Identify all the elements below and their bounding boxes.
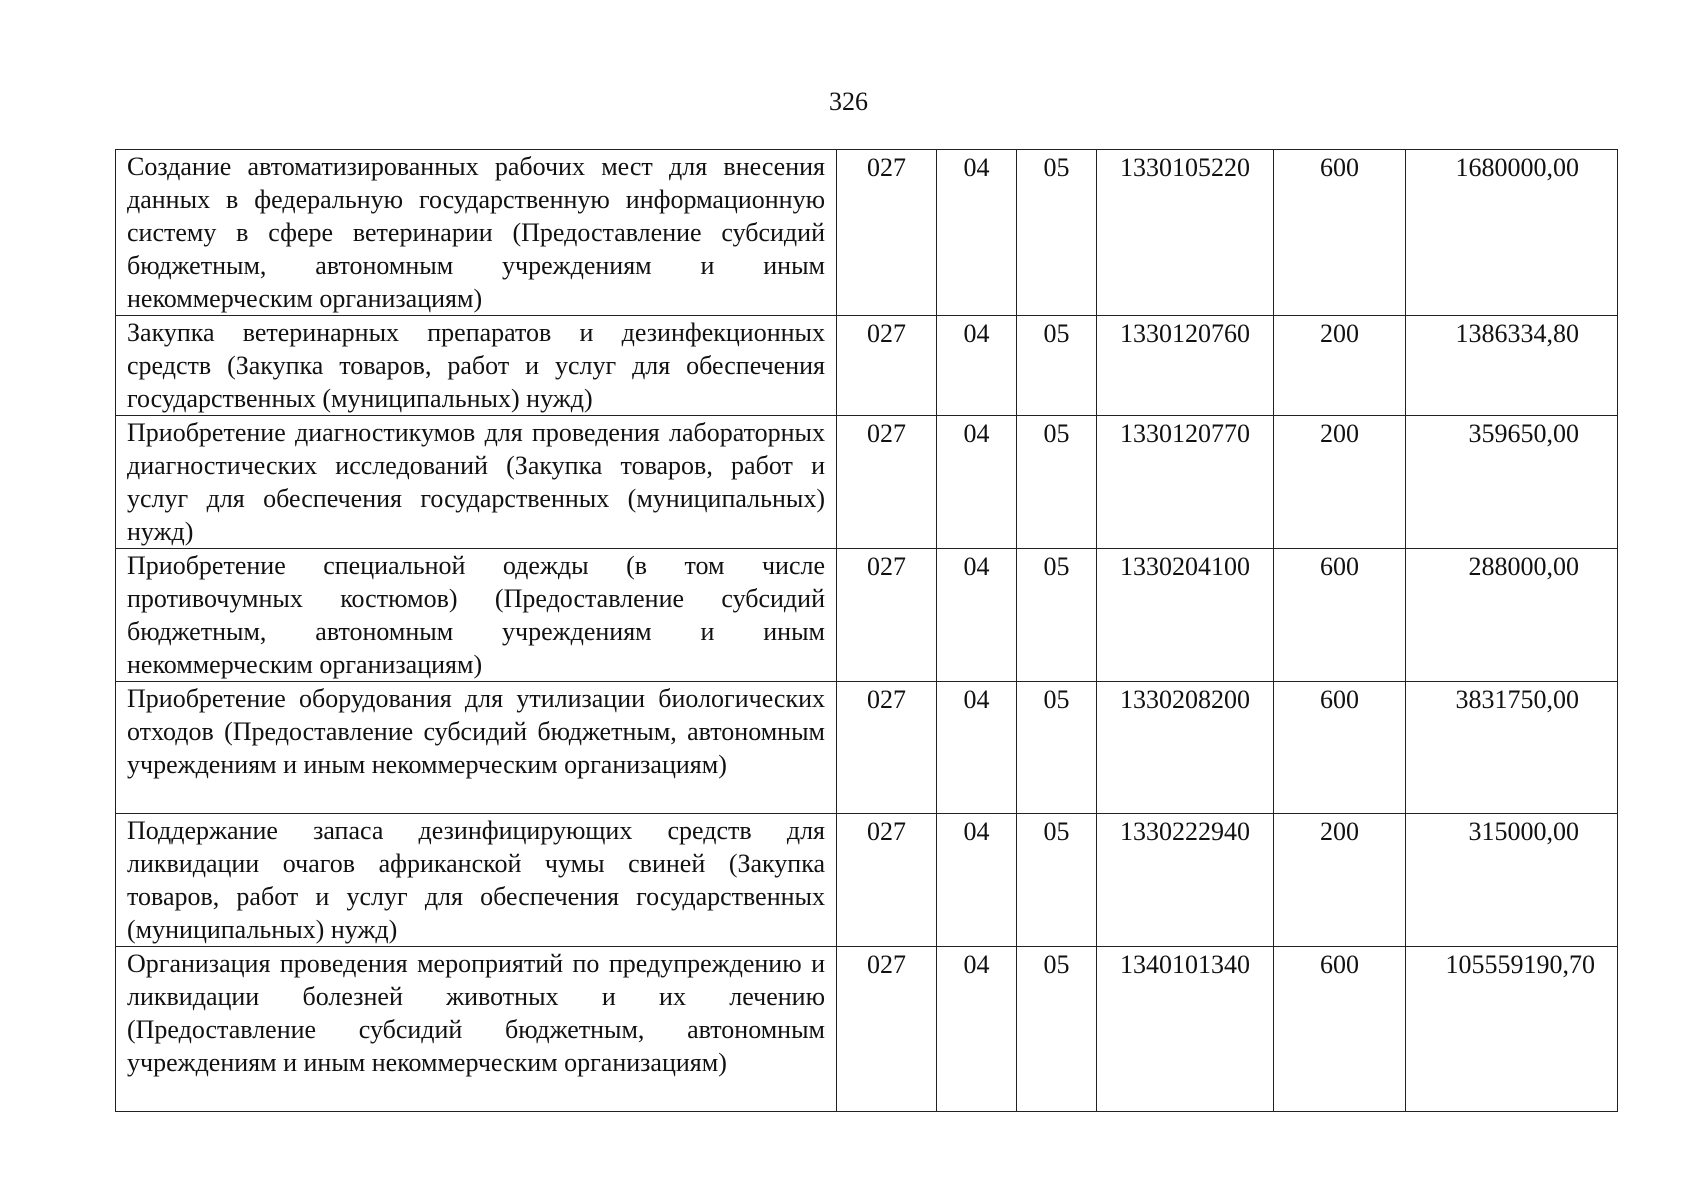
row-amount: 359650,00 — [1406, 416, 1618, 549]
row-section-code: 04 — [937, 682, 1017, 814]
row-subsection-code: 05 — [1017, 150, 1097, 316]
row-subsection-code: 05 — [1017, 814, 1097, 947]
row-section-code: 04 — [937, 814, 1017, 947]
row-subsection-code: 05 — [1017, 416, 1097, 549]
table-row — [116, 316, 1618, 416]
row-ministry-code: 027 — [837, 814, 937, 947]
row-expense-type: 200 — [1274, 416, 1406, 549]
row-description: Закупка ветеринарных препаратов и дезинфекционных средств (Закупка товаров, работ и услуг для обеспечения государственных (муниципальных) нужд) — [116, 316, 837, 416]
row-section-code: 04 — [937, 416, 1017, 549]
row-ministry-code: 027 — [837, 416, 937, 549]
row-amount: 1680000,00 — [1406, 150, 1618, 316]
row-target-article: 1330120760 — [1097, 316, 1274, 416]
row-ministry-code: 027 — [837, 150, 937, 316]
row-expense-type: 600 — [1274, 947, 1406, 1112]
budget-table — [115, 149, 1618, 1112]
row-section-code: 04 — [937, 316, 1017, 416]
row-ministry-code: 027 — [837, 316, 937, 416]
row-amount: 105559190,70 — [1406, 947, 1618, 1112]
row-target-article: 1330105220 — [1097, 150, 1274, 316]
row-expense-type: 600 — [1274, 150, 1406, 316]
row-ministry-code: 027 — [837, 549, 937, 682]
row-description: Приобретение оборудования для утилизации биологических отходов (Предоставление субсидий бюджетным, автономным учреждениям и иным некоммерческим организациям) — [116, 682, 837, 814]
page-number: 326 — [829, 87, 868, 116]
table-row — [116, 549, 1618, 682]
row-ministry-code: 027 — [837, 947, 937, 1112]
table-row — [116, 947, 1618, 1112]
row-section-code: 04 — [937, 150, 1017, 316]
row-description: Поддержание запаса дезинфицирующих средств для ликвидации очагов африканской чумы свиней (Закупка товаров, работ и услуг для обеспечения государственных (муниципальных) нужд) — [116, 814, 837, 947]
row-amount: 3831750,00 — [1406, 682, 1618, 814]
row-target-article: 1330208200 — [1097, 682, 1274, 814]
row-subsection-code: 05 — [1017, 682, 1097, 814]
row-expense-type: 200 — [1274, 316, 1406, 416]
row-subsection-code: 05 — [1017, 316, 1097, 416]
row-section-code: 04 — [937, 947, 1017, 1112]
row-section-code: 04 — [937, 549, 1017, 682]
table-row — [116, 416, 1618, 549]
table-row — [116, 814, 1618, 947]
row-target-article: 1340101340 — [1097, 947, 1274, 1112]
row-target-article: 1330222940 — [1097, 814, 1274, 947]
row-description: Приобретение специальной одежды (в том числе противочумных костюмов) (Предоставление субсидий бюджетным, автономным учреждениям и иным некоммерческим организациям) — [116, 549, 837, 682]
row-ministry-code: 027 — [837, 682, 937, 814]
row-description: Создание автоматизированных рабочих мест для внесения данных в федеральную государственную информационную систему в сфере ветеринарии (Предоставление субсидий бюджетным, автономным учреждениям и иным некоммерческим организациям) — [116, 150, 837, 316]
row-expense-type: 600 — [1274, 549, 1406, 682]
table-row — [116, 150, 1618, 316]
row-expense-type: 600 — [1274, 682, 1406, 814]
row-amount: 315000,00 — [1406, 814, 1618, 947]
row-subsection-code: 05 — [1017, 549, 1097, 682]
row-expense-type: 200 — [1274, 814, 1406, 947]
row-description: Приобретение диагностикумов для проведения лабораторных диагностических исследований (Закупка товаров, работ и услуг для обеспечения государственных (муниципальных) нужд) — [116, 416, 837, 549]
row-amount: 1386334,80 — [1406, 316, 1618, 416]
row-description: Организация проведения мероприятий по предупреждению и ликвидации болезней животных и их лечению (Предоставление субсидий бюджетным, автономным учреждениям и иным некоммерческим организациям) — [116, 947, 837, 1112]
table-row — [116, 682, 1618, 814]
row-amount: 288000,00 — [1406, 549, 1618, 682]
row-target-article: 1330120770 — [1097, 416, 1274, 549]
row-subsection-code: 05 — [1017, 947, 1097, 1112]
row-target-article: 1330204100 — [1097, 549, 1274, 682]
